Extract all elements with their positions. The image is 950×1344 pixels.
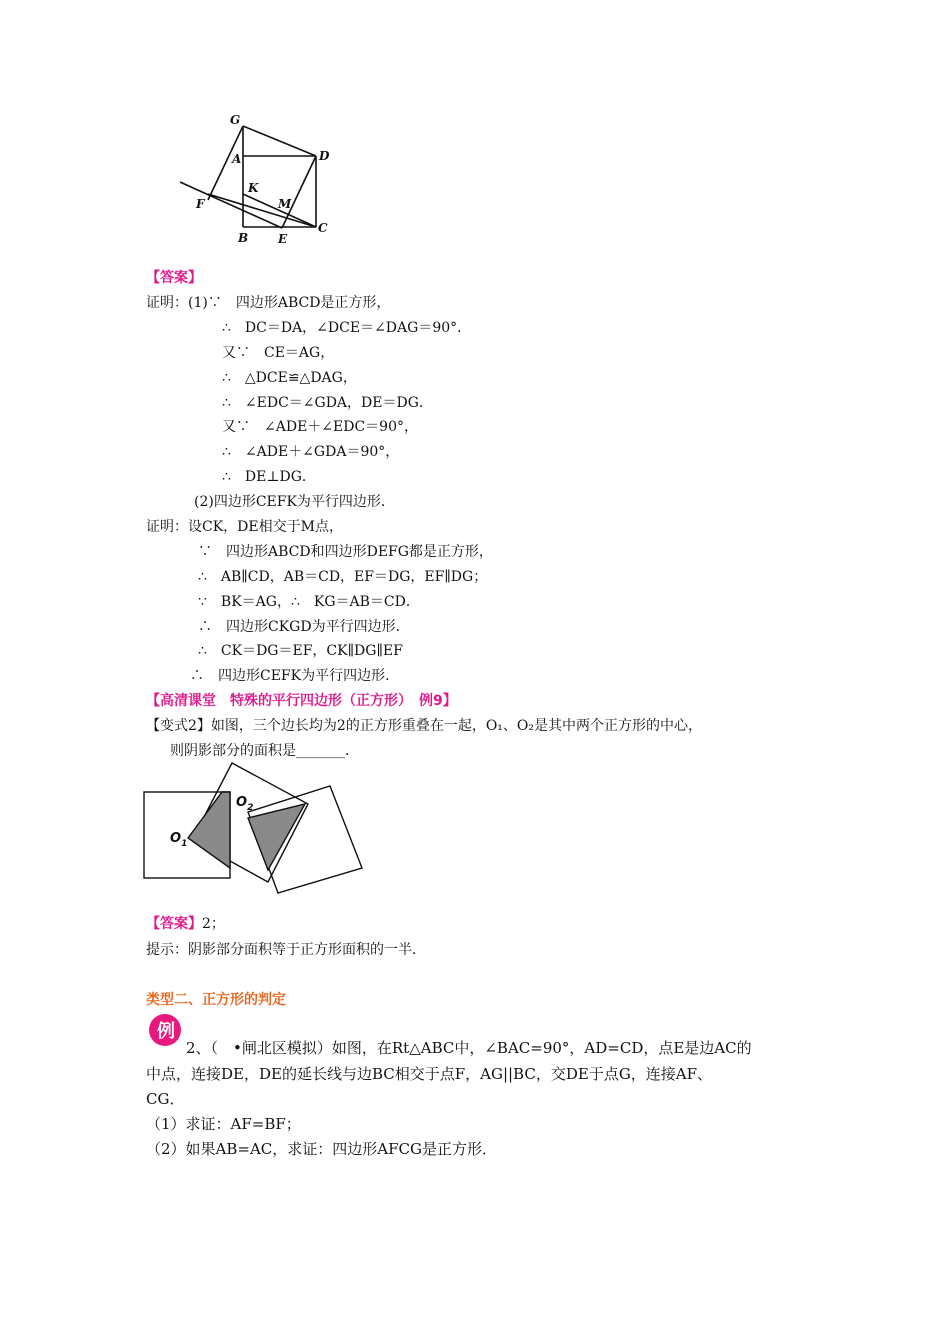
label-M: M xyxy=(278,197,292,211)
proof-line: ∴ DE⊥DG． xyxy=(222,469,316,485)
shaded-region-2 xyxy=(248,804,305,870)
label-D: D xyxy=(319,149,330,163)
answer-2-value: 2； xyxy=(202,916,225,932)
proof-line: ∵ 四边形ABCD和四边形DEFG都是正方形， xyxy=(198,544,493,560)
variant-line-2: 则阴影部分的面积是_______． xyxy=(170,743,359,759)
proof-line: ∴ 四边形CEFK为平行四边形． xyxy=(190,668,400,684)
example-line-3: CG． xyxy=(146,1090,185,1108)
proof-line: 又∵ ∠ADE＋∠EDC＝90°， xyxy=(222,419,418,435)
answer-tag-2: 【答案】 xyxy=(146,916,202,932)
section-heading: 【高清课堂 特殊的平行四边形（正方形） 例9】 xyxy=(146,693,457,709)
label-G: G xyxy=(230,113,241,127)
example-badge-icon xyxy=(148,1013,182,1047)
label-o1: $O_1$ xyxy=(170,831,188,849)
square-figure-1 xyxy=(170,110,340,250)
proof-line: ∴ ∠EDC＝∠GDA，DE＝DG． xyxy=(222,395,433,411)
example-line-2: 中点，连接DE，DE的延长线与边BC相交于点F，AG||BC，交DE于点G，连接AF、 xyxy=(146,1065,713,1083)
proof-line: ∴ △DCE≌△DAG， xyxy=(222,370,357,386)
label-K: K xyxy=(248,181,259,195)
label-B: B xyxy=(238,231,249,245)
shaded-region-1 xyxy=(188,792,230,868)
label-o2: $O_2$ xyxy=(236,795,254,813)
proof-line: 证明：(1)∵ 四边形ABCD是正方形， xyxy=(146,295,391,311)
proof-line: ∴ CK＝DG＝EF，CK∥DG∥EF xyxy=(198,643,403,659)
proof-line: (2)四边形CEFK为平行四边形． xyxy=(194,494,395,510)
label-C: C xyxy=(318,221,328,235)
variant-line-1: 【变式2】如图，三个边长均为2的正方形重叠在一起，O₁、O₂是其中两个正方形的中心， xyxy=(146,718,702,734)
proof-line: ∴ DC＝DA，∠DCE＝∠DAG＝90°． xyxy=(222,320,472,336)
svg-text:例: 例 xyxy=(157,1021,175,1042)
example-question-2: （2）如果AB=AC，求证：四边形AFCG是正方形． xyxy=(146,1140,497,1158)
answer-tag-1: 【答案】 xyxy=(146,270,202,286)
answer-2-line xyxy=(146,914,225,934)
proof-line: ∴ AB∥CD，AB＝CD，EF＝DG，EF∥DG； xyxy=(198,569,488,585)
example-question-1: （1）求证：AF=BF； xyxy=(146,1115,301,1133)
proof-line: ∵ BK＝AG，∴ KG＝AB＝CD． xyxy=(198,594,420,610)
proof-line: ∴ 四边形CKGD为平行四边形． xyxy=(198,619,410,635)
label-A: A xyxy=(232,152,242,166)
label-F: F xyxy=(196,197,205,211)
label-E: E xyxy=(278,232,288,246)
answer-2-hint: 提示：阴影部分面积等于正方形面积的一半． xyxy=(146,942,426,958)
example-line-1: 2、（ •闸北区模拟）如图，在Rt△ABC中，∠BAC=90°，AD=CD，点E是边AC的 xyxy=(186,1039,752,1057)
proof-line: 证明：设CK，DE相交于M点， xyxy=(146,519,343,535)
overlap-squares-figure xyxy=(140,760,370,910)
proof-line: ∴ ∠ADE＋∠GDA＝90°， xyxy=(222,444,400,460)
type-2-title: 类型二、正方形的判定 xyxy=(146,992,286,1008)
proof-line: 又∵ CE＝AG， xyxy=(222,345,335,361)
